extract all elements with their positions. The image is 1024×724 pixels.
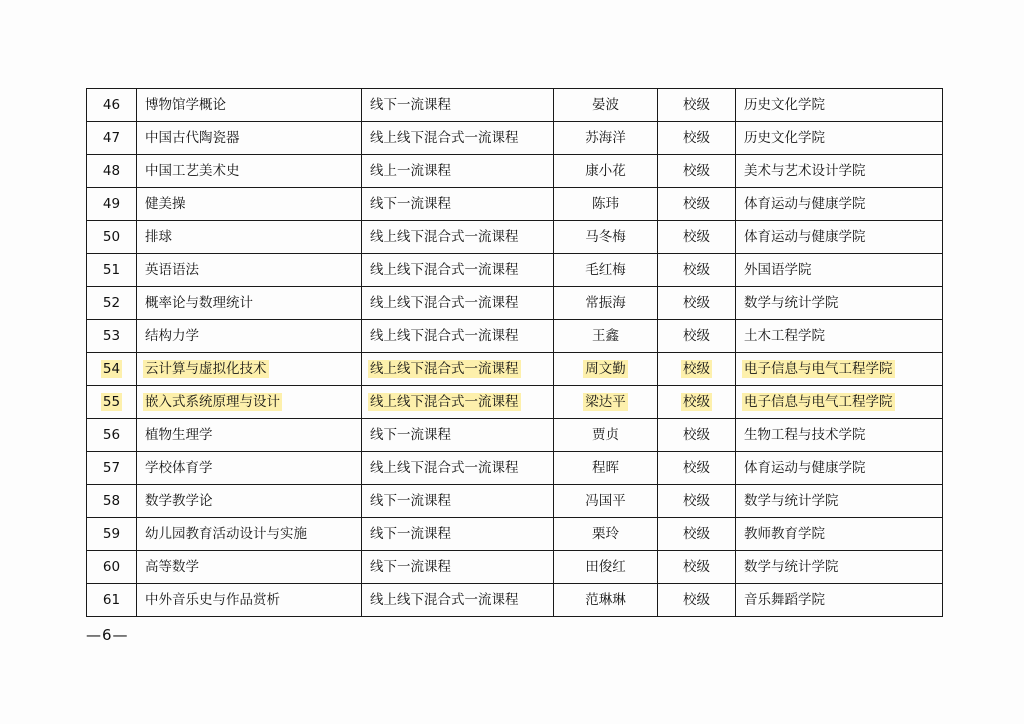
cell-serial-number-text: 51 (102, 261, 121, 278)
cell-course-name-text: 学校体育学 (145, 459, 213, 476)
cell-serial-number-text: 52 (102, 294, 121, 311)
cell-person-in-charge-text: 苏海洋 (585, 129, 626, 146)
table-row (87, 518, 943, 551)
cell-person-in-charge (554, 188, 658, 221)
cell-person-in-charge-text: 周文勤 (585, 360, 626, 377)
cell-department-text: 外国语学院 (744, 261, 812, 278)
cell-course-type (362, 287, 554, 320)
cell-course-type-text: 线上线下混合式一流课程 (370, 393, 519, 410)
cell-department (736, 452, 943, 485)
cell-course-type (362, 551, 554, 584)
cell-serial-number (87, 155, 137, 188)
cell-person-in-charge (554, 320, 658, 353)
cell-course-name-text: 英语语法 (145, 261, 199, 278)
cell-person-in-charge (554, 419, 658, 452)
table-row (87, 287, 943, 320)
cell-department-text: 生物工程与技术学院 (744, 426, 866, 443)
cell-department (736, 89, 943, 122)
cell-department (736, 254, 943, 287)
cell-person-in-charge-text: 贾贞 (592, 426, 619, 443)
table-row (87, 353, 943, 386)
cell-level-text: 校级 (683, 162, 710, 179)
table-row (87, 386, 943, 419)
table-row (87, 89, 943, 122)
cell-course-type-text: 线下一流课程 (370, 195, 451, 212)
cell-department (736, 122, 943, 155)
table-row (87, 122, 943, 155)
cell-course-type (362, 485, 554, 518)
cell-person-in-charge (554, 551, 658, 584)
cell-course-name-text: 云计算与虚拟化技术 (145, 360, 267, 377)
cell-person-in-charge-text: 田俊红 (585, 558, 626, 575)
cell-course-name (137, 122, 362, 155)
cell-course-name (137, 320, 362, 353)
cell-level (658, 584, 736, 617)
cell-person-in-charge-text: 栗玲 (592, 525, 619, 542)
cell-person-in-charge (554, 89, 658, 122)
cell-serial-number (87, 386, 137, 419)
cell-person-in-charge-text: 马冬梅 (585, 228, 626, 245)
table-row (87, 419, 943, 452)
cell-department-text: 电子信息与电气工程学院 (744, 360, 893, 377)
cell-department (736, 584, 943, 617)
cell-person-in-charge (554, 353, 658, 386)
cell-level-text: 校级 (683, 426, 710, 443)
cell-serial-number-text: 55 (102, 393, 121, 410)
cell-level (658, 353, 736, 386)
cell-level (658, 287, 736, 320)
cell-level (658, 452, 736, 485)
cell-department-text: 美术与艺术设计学院 (744, 162, 866, 179)
cell-serial-number (87, 419, 137, 452)
cell-department (736, 320, 943, 353)
cell-person-in-charge-text: 康小花 (585, 162, 626, 179)
cell-level-text: 校级 (683, 459, 710, 476)
cell-course-type-text: 线上线下混合式一流课程 (370, 228, 519, 245)
page-footer (86, 626, 942, 644)
cell-level (658, 89, 736, 122)
cell-level-text: 校级 (683, 558, 710, 575)
cell-level (658, 221, 736, 254)
cell-person-in-charge-text: 毛红梅 (585, 261, 626, 278)
table-row (87, 221, 943, 254)
cell-level (658, 122, 736, 155)
cell-department (736, 188, 943, 221)
cell-department (736, 221, 943, 254)
cell-level-text: 校级 (683, 294, 710, 311)
table-row (87, 188, 943, 221)
cell-course-type-text: 线下一流课程 (370, 426, 451, 443)
cell-serial-number (87, 452, 137, 485)
cell-department (736, 551, 943, 584)
cell-course-type-text: 线上线下混合式一流课程 (370, 360, 519, 377)
cell-course-name (137, 551, 362, 584)
cell-course-type (362, 122, 554, 155)
cell-course-name-text: 高等数学 (145, 558, 199, 575)
cell-level (658, 155, 736, 188)
cell-course-type-text: 线下一流课程 (370, 492, 451, 509)
cell-person-in-charge-text: 陈玮 (592, 195, 619, 212)
cell-course-type (362, 518, 554, 551)
table-row (87, 584, 943, 617)
cell-person-in-charge (554, 518, 658, 551)
cell-level (658, 254, 736, 287)
cell-person-in-charge-text: 冯国平 (585, 492, 626, 509)
cell-course-name-text: 结构力学 (145, 327, 199, 344)
cell-person-in-charge-text: 范琳琳 (585, 591, 626, 608)
cell-person-in-charge (554, 254, 658, 287)
cell-person-in-charge-text: 晏波 (592, 96, 619, 113)
cell-course-name-text: 中外音乐史与作品赏析 (145, 591, 280, 608)
cell-department (736, 287, 943, 320)
cell-course-type-text: 线上线下混合式一流课程 (370, 591, 519, 608)
cell-course-name-text: 中国工艺美术史 (145, 162, 240, 179)
cell-level-text: 校级 (683, 360, 710, 377)
cell-course-type-text: 线上线下混合式一流课程 (370, 261, 519, 278)
cell-level (658, 419, 736, 452)
cell-course-name (137, 188, 362, 221)
cell-course-type (362, 353, 554, 386)
cell-course-name (137, 287, 362, 320)
cell-department-text: 历史文化学院 (744, 129, 825, 146)
cell-serial-number (87, 287, 137, 320)
cell-serial-number (87, 89, 137, 122)
cell-department-text: 体育运动与健康学院 (744, 228, 866, 245)
cell-course-type-text: 线上一流课程 (370, 162, 451, 179)
cell-person-in-charge (554, 452, 658, 485)
cell-serial-number (87, 584, 137, 617)
cell-level (658, 188, 736, 221)
cell-serial-number-text: 60 (102, 558, 121, 575)
cell-person-in-charge (554, 584, 658, 617)
cell-level-text: 校级 (683, 129, 710, 146)
cell-department-text: 音乐舞蹈学院 (744, 591, 825, 608)
cell-level (658, 485, 736, 518)
cell-department (736, 419, 943, 452)
cell-serial-number-text: 61 (102, 591, 121, 608)
cell-course-type-text: 线下一流课程 (370, 525, 451, 542)
cell-course-type (362, 452, 554, 485)
cell-course-name (137, 584, 362, 617)
cell-course-type (362, 320, 554, 353)
cell-department-text: 教师教育学院 (744, 525, 825, 542)
cell-serial-number (87, 122, 137, 155)
page-number: —6— (86, 626, 129, 644)
cell-course-type (362, 89, 554, 122)
cell-course-type-text: 线下一流课程 (370, 96, 451, 113)
cell-serial-number (87, 254, 137, 287)
cell-department (736, 485, 943, 518)
cell-level-text: 校级 (683, 393, 710, 410)
cell-department (736, 353, 943, 386)
cell-course-name (137, 452, 362, 485)
cell-course-name (137, 485, 362, 518)
cell-level (658, 320, 736, 353)
cell-department-text: 数学与统计学院 (744, 294, 839, 311)
cell-course-type-text: 线上线下混合式一流课程 (370, 294, 519, 311)
cell-course-name (137, 518, 362, 551)
cell-course-type (362, 155, 554, 188)
cell-person-in-charge (554, 386, 658, 419)
cell-department (736, 386, 943, 419)
cell-serial-number-text: 58 (102, 492, 121, 509)
cell-department (736, 155, 943, 188)
cell-serial-number (87, 320, 137, 353)
cell-level-text: 校级 (683, 327, 710, 344)
table-row (87, 320, 943, 353)
cell-level-text: 校级 (683, 195, 710, 212)
course-table (86, 88, 943, 617)
cell-course-name-text: 植物生理学 (145, 426, 213, 443)
cell-level-text: 校级 (683, 492, 710, 509)
cell-course-name-text: 幼儿园教育活动设计与实施 (145, 525, 307, 542)
cell-department-text: 土木工程学院 (744, 327, 825, 344)
cell-level-text: 校级 (683, 228, 710, 245)
cell-level-text: 校级 (683, 261, 710, 278)
cell-level-text: 校级 (683, 96, 710, 113)
cell-person-in-charge-text: 王鑫 (592, 327, 619, 344)
cell-person-in-charge (554, 122, 658, 155)
cell-serial-number-text: 56 (102, 426, 121, 443)
cell-serial-number-text: 54 (102, 360, 121, 377)
cell-person-in-charge (554, 155, 658, 188)
cell-department-text: 数学与统计学院 (744, 558, 839, 575)
cell-course-type (362, 221, 554, 254)
cell-department-text: 体育运动与健康学院 (744, 459, 866, 476)
cell-course-name (137, 254, 362, 287)
cell-department-text: 体育运动与健康学院 (744, 195, 866, 212)
cell-serial-number (87, 485, 137, 518)
cell-person-in-charge-text: 梁达平 (585, 393, 626, 410)
cell-serial-number (87, 518, 137, 551)
cell-course-name (137, 155, 362, 188)
cell-course-name-text: 数学教学论 (145, 492, 213, 509)
cell-department (736, 518, 943, 551)
cell-serial-number-text: 49 (102, 195, 121, 212)
cell-course-name (137, 386, 362, 419)
cell-department-text: 历史文化学院 (744, 96, 825, 113)
cell-course-name (137, 221, 362, 254)
cell-serial-number (87, 221, 137, 254)
cell-department-text: 电子信息与电气工程学院 (744, 393, 893, 410)
cell-serial-number-text: 48 (102, 162, 121, 179)
cell-serial-number-text: 50 (102, 228, 121, 245)
cell-level-text: 校级 (683, 591, 710, 608)
cell-course-type-text: 线上线下混合式一流课程 (370, 459, 519, 476)
cell-level-text: 校级 (683, 525, 710, 542)
cell-course-type (362, 386, 554, 419)
cell-course-name-text: 博物馆学概论 (145, 96, 226, 113)
cell-serial-number-text: 59 (102, 525, 121, 542)
cell-course-name-text: 排球 (145, 228, 172, 245)
cell-serial-number-text: 46 (102, 96, 121, 113)
course-table-container (86, 88, 942, 617)
cell-course-type (362, 188, 554, 221)
cell-course-type (362, 419, 554, 452)
table-row (87, 452, 943, 485)
cell-person-in-charge-text: 程晖 (592, 459, 619, 476)
cell-course-type (362, 254, 554, 287)
cell-level (658, 386, 736, 419)
cell-serial-number-text: 53 (102, 327, 121, 344)
cell-course-name (137, 353, 362, 386)
cell-serial-number-text: 57 (102, 459, 121, 476)
cell-course-type-text: 线下一流课程 (370, 558, 451, 575)
table-row (87, 551, 943, 584)
cell-course-type (362, 584, 554, 617)
cell-course-type-text: 线上线下混合式一流课程 (370, 327, 519, 344)
cell-serial-number (87, 353, 137, 386)
cell-course-type-text: 线上线下混合式一流课程 (370, 129, 519, 146)
cell-department-text: 数学与统计学院 (744, 492, 839, 509)
table-row (87, 254, 943, 287)
cell-serial-number (87, 188, 137, 221)
cell-course-name-text: 健美操 (145, 195, 186, 212)
cell-person-in-charge-text: 常振海 (585, 294, 626, 311)
cell-person-in-charge (554, 221, 658, 254)
cell-serial-number (87, 551, 137, 584)
table-row (87, 485, 943, 518)
cell-serial-number-text: 47 (102, 129, 121, 146)
cell-person-in-charge (554, 485, 658, 518)
cell-course-name-text: 中国古代陶瓷器 (145, 129, 240, 146)
cell-course-name (137, 419, 362, 452)
cell-level (658, 518, 736, 551)
cell-person-in-charge (554, 287, 658, 320)
cell-course-name-text: 嵌入式系统原理与设计 (145, 393, 280, 410)
table-row (87, 155, 943, 188)
cell-level (658, 551, 736, 584)
cell-course-name (137, 89, 362, 122)
cell-course-name-text: 概率论与数理统计 (145, 294, 253, 311)
